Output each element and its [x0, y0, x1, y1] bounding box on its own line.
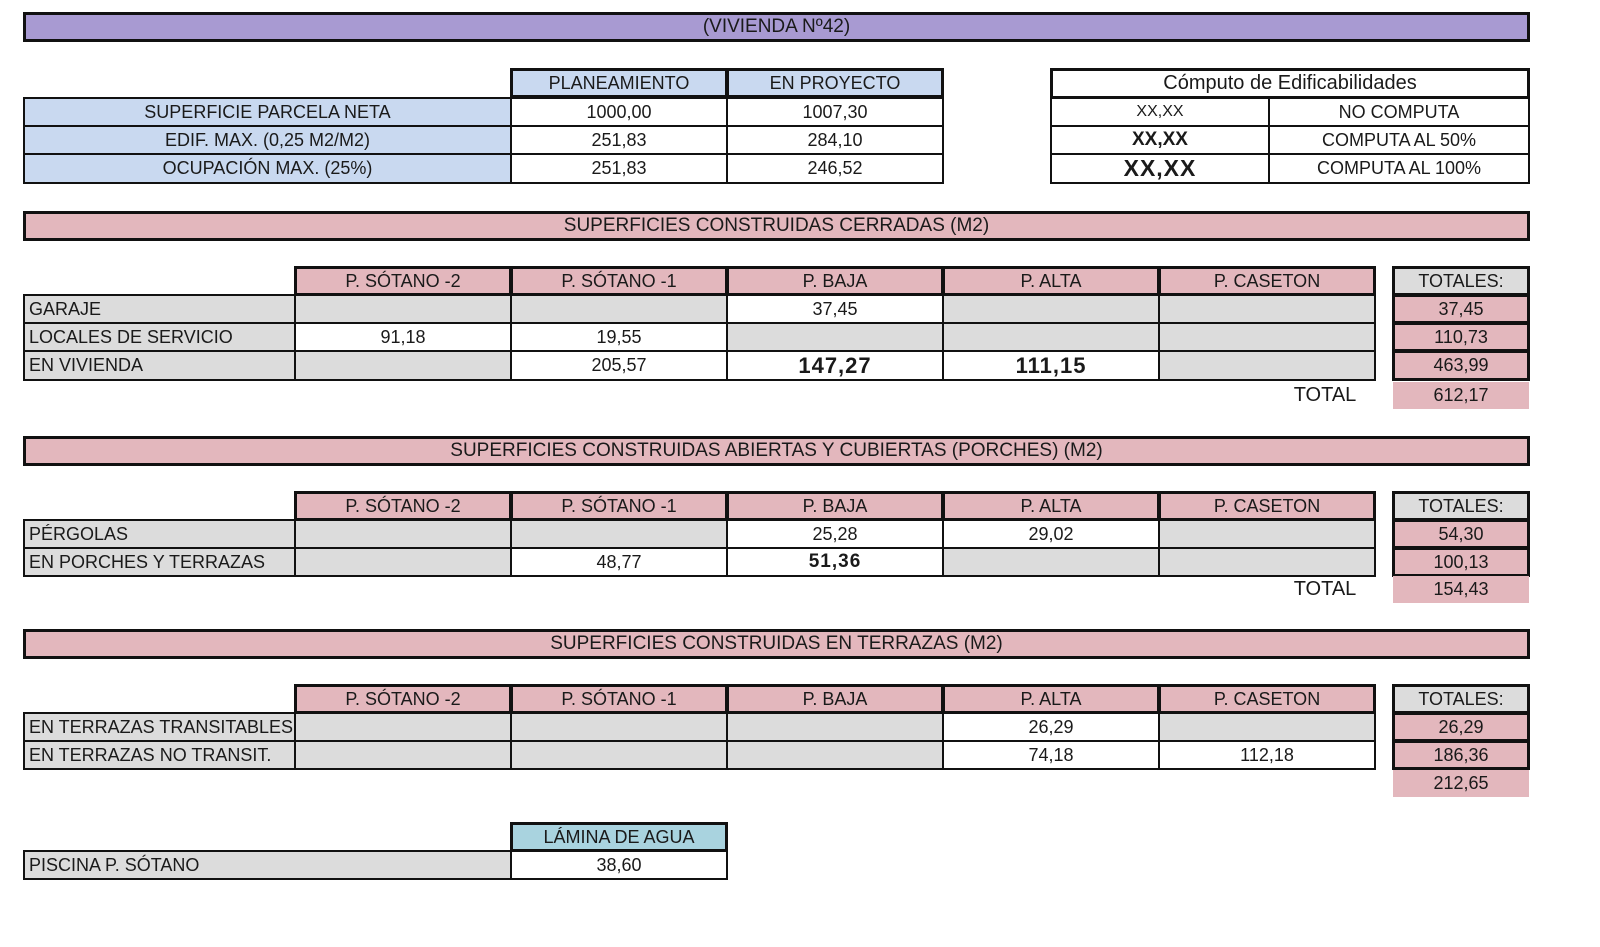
s2-row-label-pergolas: PÉRGOLAS — [23, 519, 296, 549]
s1-vivienda-alta: 111,15 — [942, 350, 1160, 381]
s3-grand-total: 212,65 — [1393, 770, 1529, 797]
s2-total-label: TOTAL — [1293, 577, 1357, 600]
s1-garaje-total: 37,45 — [1392, 294, 1530, 324]
s1-grand-total: 612,17 — [1393, 382, 1529, 409]
s2-grand-total: 154,43 — [1393, 576, 1529, 603]
summary-plan-superficie: 1000,00 — [510, 97, 728, 127]
s1-header-sotano1: P. SÓTANO -1 — [510, 266, 728, 296]
s1-garaje-sotano1 — [510, 294, 728, 324]
summary-proy-edif: 284,10 — [726, 125, 944, 155]
summary-proy-superficie: 1007,30 — [726, 97, 944, 127]
s2-pergolas-sotano2 — [294, 519, 512, 549]
s1-row-label-locales: LOCALES DE SERVICIO — [23, 322, 296, 352]
s1-vivienda-caseton — [1158, 350, 1376, 381]
s2-header-baja: P. BAJA — [726, 491, 944, 521]
s2-porches-sotano1: 48,77 — [510, 547, 728, 577]
summary-plan-edif: 251,83 — [510, 125, 728, 155]
s3-transitables-baja — [726, 712, 944, 742]
s1-vivienda-sotano2 — [294, 350, 512, 381]
s3-no-transit-sotano2 — [294, 740, 512, 770]
section2-banner — [23, 436, 1530, 466]
summary-proy-ocupacion: 246,52 — [726, 153, 944, 184]
s3-header-sotano2: P. SÓTANO -2 — [294, 684, 512, 714]
s3-no-transit-caseton: 112,18 — [1158, 740, 1376, 770]
summary-label-ocupacion: OCUPACIÓN MAX. (25%) — [23, 153, 512, 184]
s1-row-label-vivienda: EN VIVIENDA — [23, 350, 296, 381]
s1-header-alta: P. ALTA — [942, 266, 1160, 296]
s1-locales-alta — [942, 322, 1160, 352]
s1-header-totales: TOTALES: — [1392, 266, 1530, 296]
s1-garaje-sotano2 — [294, 294, 512, 324]
s3-header-alta: P. ALTA — [942, 684, 1160, 714]
s3-no-transit-total: 186,36 — [1392, 740, 1530, 770]
s1-vivienda-sotano1: 205,57 — [510, 350, 728, 381]
s3-transitables-sotano2 — [294, 712, 512, 742]
legend-sample-100: XX,XX — [1050, 153, 1270, 184]
s3-no-transit-sotano1 — [510, 740, 728, 770]
s2-porches-alta — [942, 547, 1160, 577]
summary-label-superficie: SUPERFICIE PARCELA NETA — [23, 97, 512, 127]
s1-locales-total: 110,73 — [1392, 322, 1530, 352]
s2-pergolas-sotano1 — [510, 519, 728, 549]
s1-locales-baja — [726, 322, 944, 352]
legend-text-no-computa: NO COMPUTA — [1268, 97, 1530, 127]
s3-no-transit-baja — [726, 740, 944, 770]
s1-header-caseton: P. CASETON — [1158, 266, 1376, 296]
s2-porches-caseton — [1158, 547, 1376, 577]
legend-title: Cómputo de Edificabilidades — [1050, 68, 1530, 99]
s3-header-sotano1: P. SÓTANO -1 — [510, 684, 728, 714]
page-title: (VIVIENDA Nº42) — [702, 16, 851, 37]
s3-transitables-sotano1 — [510, 712, 728, 742]
s2-header-totales: TOTALES: — [1392, 491, 1530, 521]
section2-title: SUPERFICIES CONSTRUIDAS ABIERTAS Y CUBIERTAS (PORCHES) (M2) — [450, 440, 1103, 461]
header-en-proyecto: EN PROYECTO — [726, 68, 944, 98]
s1-locales-caseton — [1158, 322, 1376, 352]
section1-banner — [23, 211, 1530, 241]
s2-header-alta: P. ALTA — [942, 491, 1160, 521]
s3-row-label-no-transit: EN TERRAZAS NO TRANSIT. — [23, 740, 296, 770]
s2-porches-sotano2 — [294, 547, 512, 577]
s3-header-baja: P. BAJA — [726, 684, 944, 714]
s3-transitables-caseton — [1158, 712, 1376, 742]
s2-header-sotano2: P. SÓTANO -2 — [294, 491, 512, 521]
s1-header-sotano2: P. SÓTANO -2 — [294, 266, 512, 296]
s2-pergolas-caseton — [1158, 519, 1376, 549]
s1-header-baja: P. BAJA — [726, 266, 944, 296]
s2-pergolas-total: 54,30 — [1392, 519, 1530, 549]
s2-pergolas-baja: 25,28 — [726, 519, 944, 549]
s1-vivienda-baja: 147,27 — [726, 350, 944, 381]
s1-locales-sotano2: 91,18 — [294, 322, 512, 352]
s3-header-totales: TOTALES: — [1392, 684, 1530, 714]
s3-header-caseton: P. CASETON — [1158, 684, 1376, 714]
s1-vivienda-total: 463,99 — [1392, 350, 1530, 381]
s3-transitables-total: 26,29 — [1392, 712, 1530, 742]
legend-sample-50: XX,XX — [1050, 125, 1270, 155]
s3-transitables-alta: 26,29 — [942, 712, 1160, 742]
legend-text-50: COMPUTA AL 50% — [1268, 125, 1530, 155]
header-planeamiento: PLANEAMIENTO — [510, 68, 728, 98]
section3-title: SUPERFICIES CONSTRUIDAS EN TERRAZAS (M2) — [550, 633, 1003, 654]
s2-pergolas-alta: 29,02 — [942, 519, 1160, 549]
legend-text-100: COMPUTA AL 100% — [1268, 153, 1530, 184]
s1-garaje-caseton — [1158, 294, 1376, 324]
s1-total-label: TOTAL — [1293, 383, 1357, 406]
s3-no-transit-alta: 74,18 — [942, 740, 1160, 770]
s3-row-label-transitables: EN TERRAZAS TRANSITABLES — [23, 712, 296, 742]
s2-porches-baja: 51,36 — [726, 547, 944, 577]
legend-sample-no-computa: XX,XX — [1050, 97, 1270, 127]
section3-banner — [23, 629, 1530, 659]
s2-header-sotano1: P. SÓTANO -1 — [510, 491, 728, 521]
pool-value: 38,60 — [510, 850, 728, 880]
s2-porches-total: 100,13 — [1392, 547, 1530, 577]
s2-row-label-porches: EN PORCHES Y TERRAZAS — [23, 547, 296, 577]
section1-title: SUPERFICIES CONSTRUIDAS CERRADAS (M2) — [563, 215, 990, 236]
s1-locales-sotano1: 19,55 — [510, 322, 728, 352]
pool-header: LÁMINA DE AGUA — [510, 822, 728, 852]
summary-label-edif: EDIF. MAX. (0,25 M2/M2) — [23, 125, 512, 155]
summary-plan-ocupacion: 251,83 — [510, 153, 728, 184]
title-banner — [23, 12, 1530, 42]
s1-garaje-baja: 37,45 — [726, 294, 944, 324]
pool-empty-cell — [294, 850, 512, 880]
s1-row-label-garaje: GARAJE — [23, 294, 296, 324]
s1-garaje-alta — [942, 294, 1160, 324]
s2-header-caseton: P. CASETON — [1158, 491, 1376, 521]
pool-label: PISCINA P. SÓTANO — [23, 850, 296, 880]
